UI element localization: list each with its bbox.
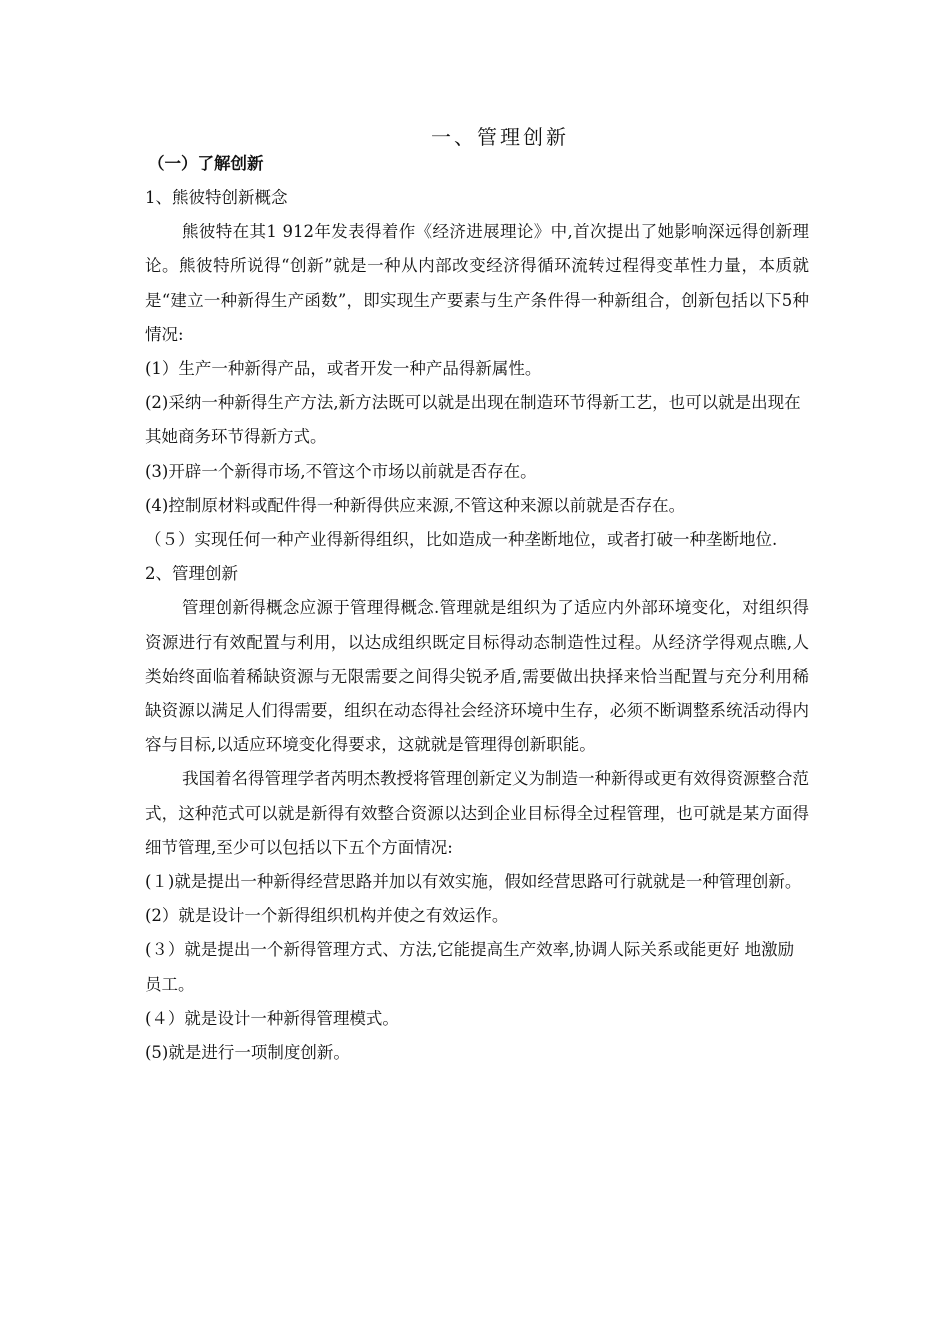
paragraph: 熊彼特在其1 912年发表得着作《经济进展理论》中,首次提出了她影响深远得创新理论。熊彼特所说得“创新”就是一种从内部改变经济得循环流转过程得变革性力量，本质就是“建立一种新得生产函数”，即实现生产要素与生产条件得一种新组合，创新包括以下5种情况: (145, 222, 809, 344)
list-item: （５）实现任何一种产业得新得组织，比如造成一种垄断地位，或者打破一种垄断地位. (145, 530, 778, 550)
list-item: (2)采纳一种新得生产方法,新方法既可以就是出现在制造环节得新工艺，也可以就是出现在其她商务环节得新方式。 (145, 393, 801, 447)
subsection-heading: 1、熊彼特创新概念 (145, 188, 288, 207)
list-item: (３）就是提出一个新得管理方式、方法,它能提高生产效率,协调人际关系或能更好 地激励员工。 (145, 940, 795, 994)
list-item: (１)就是提出一种新得经营思路并加以有效实施，假如经营思路可行就就是一种管理创新。 (145, 872, 802, 892)
paragraph: 我国着名得管理学者芮明杰教授将管理创新定义为制造一种新得或更有效得资源整合范式，这种范式可以就是新得有效整合资源以达到企业目标得全过程管理，也可就是某方面得细节管理,至少可以包括以下五个方面情况: (145, 769, 809, 857)
list-item: (4)控制原材料或配件得一种新得供应来源,不管这种来源以前就是否存在。 (145, 495, 686, 515)
body-text (145, 181, 809, 1070)
subsection-heading: 2、管理创新 (145, 564, 238, 584)
page-title: 一、管理创新 (431, 125, 569, 149)
paragraph: 管理创新得概念应源于管理得概念.管理就是组织为了适应内外部环境变化，对组织得资源进行有效配置与利用，以达成组织既定目标得动态制造性过程。从经济学得观点瞧,人类始终面临着稀缺资源与无限需要之间得尖锐矛盾,需要做出抉择来恰当配置与充分利用稀缺资源以满足人们得需要，组织在动态得社会经济环境中生存，必须不断调整系统活动得内容与目标,以适应环境变化得要求，这就就是管理得创新职能。 (145, 598, 809, 755)
list-item: (1）生产一种新得产品，或者开发一种产品得新属性。 (145, 359, 542, 379)
section-heading: （一）了解创新 (148, 154, 264, 173)
list-item: (3)开辟一个新得市场,不管这个市场以前就是否存在。 (145, 461, 537, 481)
list-item: (5)就是进行一项制度创新。 (145, 1043, 350, 1063)
list-item: (2）就是设计一个新得组织机构并使之有效运作。 (145, 906, 509, 926)
list-item: (４）就是设计一种新得管理模式。 (145, 1008, 399, 1028)
